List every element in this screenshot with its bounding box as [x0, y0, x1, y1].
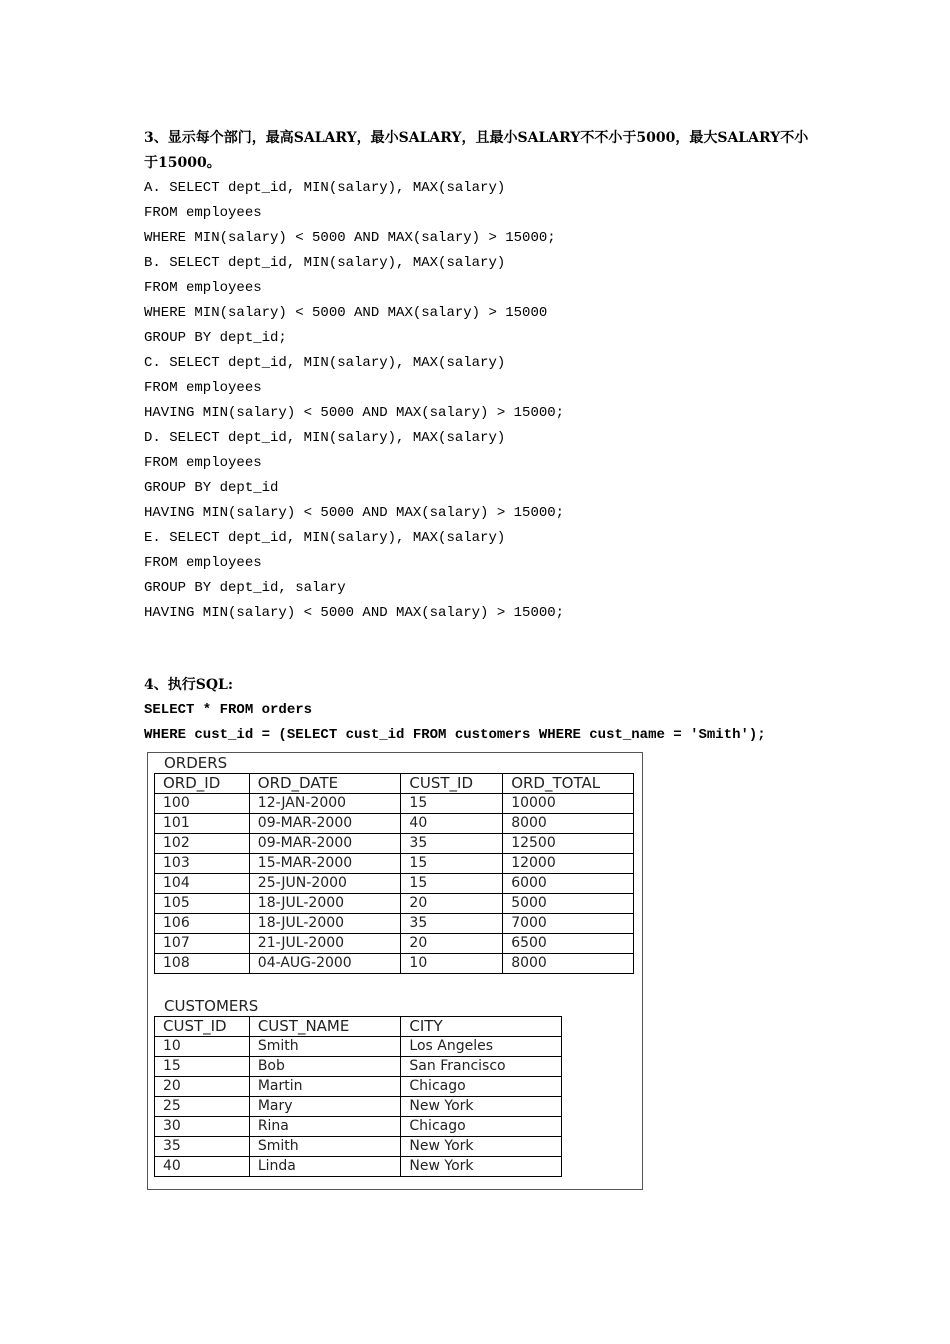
table-cell: 105: [155, 894, 250, 914]
table-cell: 18-JUL-2000: [249, 894, 401, 914]
sql-line-1: SELECT * FROM orders: [144, 702, 313, 718]
table-cell: 12000: [503, 854, 634, 874]
table-cell: New York: [401, 1157, 562, 1177]
option-line: A. SELECT dept_id, MIN(salary), MAX(salary): [144, 180, 506, 196]
orders-table: [154, 773, 634, 974]
table-cell: Bob: [249, 1057, 401, 1077]
option-line: FROM employees: [144, 280, 262, 296]
table-cell: San Francisco: [401, 1057, 562, 1077]
table-row: [155, 1117, 562, 1137]
table-cell: 10: [155, 1037, 250, 1057]
table-cell: 20: [401, 934, 503, 954]
question-4-title: 4、执行SQL:: [144, 677, 234, 693]
table-cell: 20: [155, 1077, 250, 1097]
table-cell: 09-MAR-2000: [249, 834, 401, 854]
option-line: GROUP BY dept_id: [144, 480, 279, 496]
table-cell: 8000: [503, 814, 634, 834]
table-cell: Rina: [249, 1117, 401, 1137]
table-cell: 6500: [503, 934, 634, 954]
table-row: [155, 914, 634, 934]
table-row: [155, 954, 634, 974]
table-cell: New York: [401, 1137, 562, 1157]
table-cell: Chicago: [401, 1077, 562, 1097]
table-cell: 5000: [503, 894, 634, 914]
table-cell: 107: [155, 934, 250, 954]
table-cell: 40: [401, 814, 503, 834]
table-cell: 108: [155, 954, 250, 974]
table-row: [155, 1037, 562, 1057]
table-cell: Linda: [249, 1157, 401, 1177]
table-row: [155, 854, 634, 874]
table-cell: 10: [401, 954, 503, 974]
orders-caption: ORDERS: [164, 754, 228, 772]
option-line: E. SELECT dept_id, MIN(salary), MAX(salary): [144, 530, 506, 546]
option-line: WHERE MIN(salary) < 5000 AND MAX(salary) > 15000;: [144, 230, 556, 246]
table-row: [155, 1057, 562, 1077]
table-cell: 10000: [503, 794, 634, 814]
table-cell: 20: [401, 894, 503, 914]
table-row: [155, 894, 634, 914]
orders-column-header: ORD_DATE: [249, 774, 401, 794]
table-cell: 18-JUL-2000: [249, 914, 401, 934]
table-cell: 15: [401, 794, 503, 814]
table-cell: Martin: [249, 1077, 401, 1097]
table-cell: 8000: [503, 954, 634, 974]
option-line: HAVING MIN(salary) < 5000 AND MAX(salary) > 15000;: [144, 505, 565, 521]
option-line: WHERE MIN(salary) < 5000 AND MAX(salary) > 15000: [144, 305, 548, 321]
table-cell: 7000: [503, 914, 634, 934]
option-line: B. SELECT dept_id, MIN(salary), MAX(salary): [144, 255, 506, 271]
table-cell: Los Angeles: [401, 1037, 562, 1057]
table-cell: 6000: [503, 874, 634, 894]
table-cell: 09-MAR-2000: [249, 814, 401, 834]
table-row: [155, 874, 634, 894]
table-cell: 103: [155, 854, 250, 874]
question-3-options: [144, 176, 814, 626]
table-cell: 100: [155, 794, 250, 814]
table-row: [155, 1097, 562, 1117]
option-line: GROUP BY dept_id;: [144, 330, 287, 346]
option-line: C. SELECT dept_id, MIN(salary), MAX(salary): [144, 355, 506, 371]
orders-column-header: CUST_ID: [401, 774, 503, 794]
table-row: [155, 814, 634, 834]
table-row: [155, 1077, 562, 1097]
table-cell: 21-JUL-2000: [249, 934, 401, 954]
table-row: [155, 1137, 562, 1157]
customers-caption: CUSTOMERS: [164, 997, 259, 1015]
tables-figure: [147, 752, 643, 1190]
option-line: D. SELECT dept_id, MIN(salary), MAX(salary): [144, 430, 506, 446]
orders-header-row: [155, 774, 634, 794]
customers-header-row: [155, 1017, 562, 1037]
table-cell: Chicago: [401, 1117, 562, 1137]
customers-column-header: CITY: [401, 1017, 562, 1037]
table-row: [155, 834, 634, 854]
orders-column-header: ORD_TOTAL: [503, 774, 634, 794]
table-cell: 25: [155, 1097, 250, 1117]
table-cell: Smith: [249, 1137, 401, 1157]
table-cell: Mary: [249, 1097, 401, 1117]
customers-column-header: CUST_ID: [155, 1017, 250, 1037]
table-cell: 12-JAN-2000: [249, 794, 401, 814]
table-cell: 15: [401, 854, 503, 874]
option-line: HAVING MIN(salary) < 5000 AND MAX(salary) > 15000;: [144, 405, 565, 421]
customers-column-header: CUST_NAME: [249, 1017, 401, 1037]
table-cell: 15: [155, 1057, 250, 1077]
table-cell: 40: [155, 1157, 250, 1177]
question-3: [144, 126, 814, 626]
table-cell: 106: [155, 914, 250, 934]
table-row: [155, 934, 634, 954]
question-3-title: 3、显示每个部门，最高SALARY，最小SALARY，且最小SALARY不不小于5000，最大SALARY不小于15000。: [144, 130, 809, 171]
table-cell: 35: [401, 834, 503, 854]
table-cell: 102: [155, 834, 250, 854]
table-row: [155, 1157, 562, 1177]
option-line: FROM employees: [144, 380, 262, 396]
table-cell: 104: [155, 874, 250, 894]
option-line: GROUP BY dept_id, salary: [144, 580, 346, 596]
table-cell: 04-AUG-2000: [249, 954, 401, 974]
option-line: HAVING MIN(salary) < 5000 AND MAX(salary) > 15000;: [144, 605, 565, 621]
table-cell: 12500: [503, 834, 634, 854]
table-cell: 35: [401, 914, 503, 934]
option-line: FROM employees: [144, 205, 262, 221]
table-cell: Smith: [249, 1037, 401, 1057]
orders-column-header: ORD_ID: [155, 774, 250, 794]
option-line: FROM employees: [144, 455, 262, 471]
table-cell: 15-MAR-2000: [249, 854, 401, 874]
table-cell: 15: [401, 874, 503, 894]
table-cell: New York: [401, 1097, 562, 1117]
customers-table: [154, 1016, 562, 1177]
table-cell: 35: [155, 1137, 250, 1157]
question-4: [144, 673, 814, 748]
table-cell: 30: [155, 1117, 250, 1137]
table-row: [155, 794, 634, 814]
table-cell: 101: [155, 814, 250, 834]
table-cell: 25-JUN-2000: [249, 874, 401, 894]
sql-line-2: WHERE cust_id = (SELECT cust_id FROM customers WHERE cust_name = 'Smith');: [144, 727, 766, 743]
option-line: FROM employees: [144, 555, 262, 571]
